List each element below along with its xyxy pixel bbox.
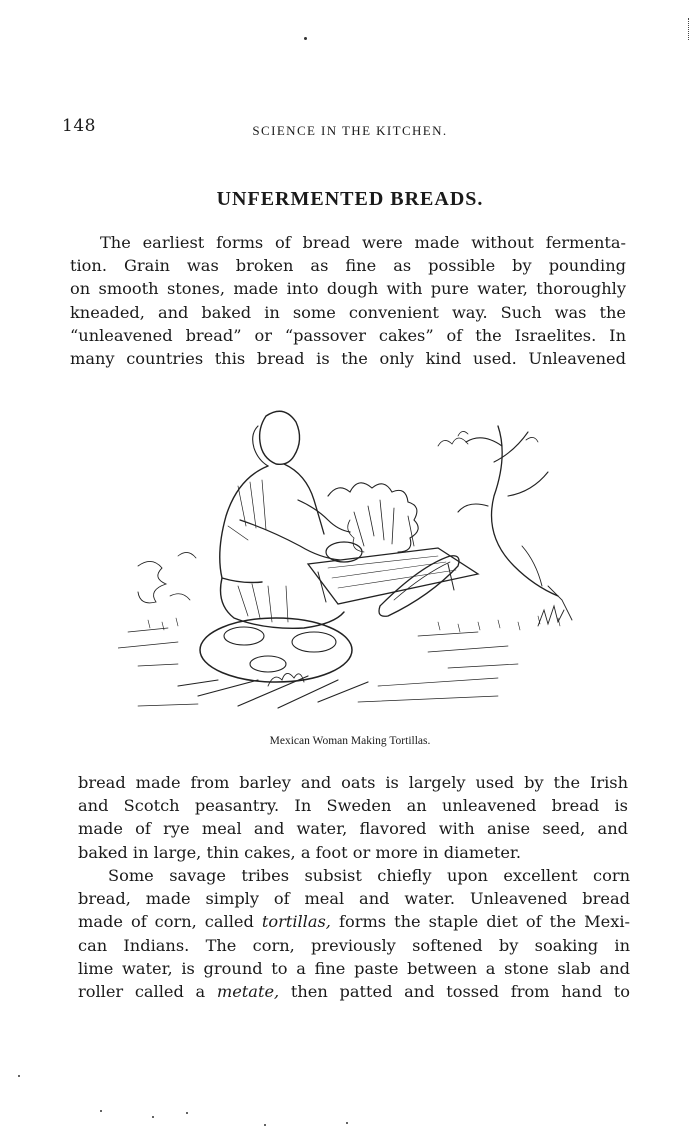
text-line: “unleavened bread” or “passover cakes” of the Israelites. In [70, 325, 626, 345]
scan-speck [100, 1110, 102, 1112]
text-line: The earliest forms of bread were made without fermenta- [100, 233, 626, 252]
text-line: kneaded, and baked in some convenient way. Such was the [70, 302, 626, 322]
scan-speck [152, 1116, 154, 1118]
text-line: lime water, is ground to a fine paste between a stone slab and [78, 958, 630, 978]
text-fragment: made of corn, called [78, 912, 262, 932]
scan-speck [264, 1124, 266, 1126]
scan-speck [304, 37, 307, 40]
text-line: tion. Grain was broken as fine as possible by pounding [70, 256, 626, 276]
italic-term-metate: metate, [216, 982, 280, 1002]
text-line: can Indians. The corn, previously softened by soaking in [78, 935, 630, 955]
text-line: on smooth stones, made into dough with pure water, thoroughly [70, 279, 626, 299]
text-line: made of rye meal and water, flavored with anise seed, and [78, 819, 628, 839]
text-line [78, 980, 630, 1003]
italic-term-tortillas: tortillas, [261, 912, 331, 932]
text-line: many countries this bread is the only kind used. Unleavened [70, 349, 626, 369]
page-number: 148 [62, 116, 96, 136]
running-head: SCIENCE IN THE KITCHEN. [252, 123, 448, 138]
text-fragment: then patted and tossed from hand to [279, 982, 630, 1002]
text-line: and Scotch peasantry. In Sweden an unleavened bread is [78, 796, 628, 816]
scan-speck [18, 1075, 20, 1077]
text-line: baked in large, thin cakes, a foot or more in diameter. [78, 842, 522, 862]
figure-caption: Mexican Woman Making Tortillas. [269, 735, 431, 747]
engraving-illustration [118, 396, 588, 726]
text-fragment: forms the staple diet of the Mexi- [330, 912, 630, 932]
text-line: bread made from barley and oats is largely used by the Irish [78, 773, 628, 792]
illustration-tortilla-making [118, 396, 588, 726]
text-line [78, 910, 630, 933]
text-line: bread, made simply of meal and water. Unleavened bread [78, 889, 630, 909]
text-line: Some savage tribes subsist chiefly upon excellent corn [108, 866, 630, 885]
paragraph-corn-bread [78, 864, 630, 1003]
text-fragment: roller called a [78, 982, 217, 1002]
margin-scan-mark [688, 18, 692, 40]
paragraph-barley-oats [78, 771, 628, 864]
scan-speck [186, 1112, 188, 1114]
scan-speck [346, 1122, 348, 1124]
paragraph-intro [70, 231, 626, 370]
section-title: UNFERMENTED BREADS. [216, 188, 484, 210]
